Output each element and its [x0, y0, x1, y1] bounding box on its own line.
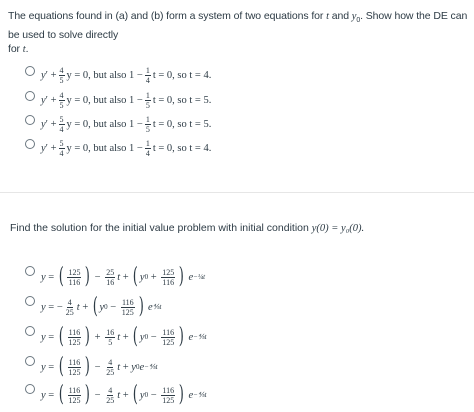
fraction	[145, 91, 151, 110]
fraction	[59, 91, 65, 110]
fraction	[59, 66, 65, 85]
q1-option-2[interactable]	[25, 87, 211, 113]
q2-option-5[interactable]	[25, 380, 207, 410]
numerator: 5	[59, 114, 64, 124]
option-equation: y = ( $\frac{116}{125}$ ) + $\frac{16}{5}$ t + ( y 0 − $\frac{116}{125}$ ) e −⅘t	[41, 324, 207, 349]
denominator: 5	[59, 75, 64, 85]
equation-text: t = 0, so t = 4.	[152, 142, 212, 154]
var-y: y	[351, 11, 357, 22]
subscript: 0	[356, 17, 361, 25]
denominator: 4	[59, 148, 64, 158]
var-t: t	[326, 11, 329, 22]
option-equation: y = ( $\frac{125}{116}$ ) − $\frac{25}{16}$ t + ( y 0 + $\frac{125}{116}$ ) e −¼t	[41, 264, 206, 289]
radio-button[interactable]	[25, 139, 35, 149]
numerator: 1	[145, 65, 150, 75]
numerator: 1	[145, 90, 150, 100]
fraction	[59, 139, 65, 158]
initial-condition: y(0) = y₀(0).	[311, 223, 365, 234]
denominator: 4	[145, 75, 150, 85]
numerator: 1	[145, 138, 150, 148]
radio-button[interactable]	[25, 326, 35, 336]
numerator: 4	[59, 65, 64, 75]
q2-option-3[interactable]	[25, 322, 207, 352]
var-t: t	[22, 44, 26, 56]
equation-text: t = 0, so t = 4.	[152, 69, 212, 81]
radio-button[interactable]	[25, 115, 35, 125]
q1-option-4[interactable]	[25, 135, 211, 161]
prompt-text: The equations found in (a) and (b) form a system of two equations for	[8, 10, 327, 22]
equation-text: t = 0, so t = 5.	[152, 94, 212, 106]
radio-button[interactable]	[25, 66, 35, 76]
option-equation: y = − $\frac{4}{25}$ t + ( y 0 − $\frac{116}{125}$ ) e ⅘t	[41, 294, 162, 319]
denominator: 5	[59, 100, 64, 110]
q2-option-1[interactable]	[25, 262, 205, 292]
fraction	[145, 66, 151, 85]
numerator: 4	[59, 90, 64, 100]
q1-option-3[interactable]	[25, 111, 211, 137]
q2-option-4[interactable]	[25, 352, 158, 382]
prompt-text: for	[8, 43, 23, 56]
option-equation: y ′ + $\frac{4}{5}$ y = 0, but also 1 − $\frac{1}{5}$ t = 0, so t = 5.	[41, 90, 212, 110]
denominator: 4	[145, 148, 150, 158]
question-2-prompt	[10, 222, 364, 234]
equation-text: y = 0, but also 1 −	[66, 94, 143, 106]
radio-button[interactable]	[25, 296, 35, 306]
q2-option-2[interactable]	[25, 292, 161, 322]
radio-button[interactable]	[25, 266, 35, 276]
section-divider	[0, 192, 474, 193]
option-equation: y = ( $\frac{116}{125}$ ) − $\frac{4}{25}$ t + ( y 0 − $\frac{116}{125}$ ) e −⅘t	[41, 382, 207, 407]
fraction	[145, 115, 151, 134]
prompt-text: .	[25, 43, 29, 56]
fraction	[145, 139, 151, 158]
radio-button[interactable]	[25, 356, 35, 366]
q1-option-1[interactable]	[25, 62, 211, 88]
option-equation: y ′ + $\frac{5}{4}$ y = 0, but also 1 − $\frac{1}{5}$ t = 0, so t = 5.	[41, 114, 212, 134]
option-equation: y = ( $\frac{116}{125}$ ) − $\frac{4}{25}$ t + y 0 e −⅘t	[41, 354, 158, 379]
question-1-prompt	[8, 9, 470, 57]
equation-text: y = 0, but also 1 −	[66, 118, 143, 130]
radio-button[interactable]	[25, 384, 35, 394]
radio-button[interactable]	[25, 91, 35, 101]
denominator: 5	[145, 100, 150, 110]
numerator: 1	[145, 114, 150, 124]
denominator: 5	[145, 124, 150, 134]
prompt-text: and	[328, 10, 352, 22]
option-equation: y ′ + $\frac{4}{5}$ y = 0, but also 1 − $\frac{1}{4}$ t = 0, so t = 4.	[41, 65, 212, 85]
option-equation: y ′ + $\frac{5}{4}$ y = 0, but also 1 − $\frac{1}{4}$ t = 0, so t = 4.	[41, 138, 212, 158]
equation-text: y = 0, but also 1 −	[66, 142, 143, 154]
equation-text: y = 0, but also 1 −	[66, 69, 143, 81]
numerator: 5	[59, 138, 64, 148]
fraction	[59, 115, 65, 134]
denominator: 4	[59, 124, 64, 134]
prompt-text: Find the solution for the initial value problem with initial condition	[10, 222, 312, 234]
prompt-text: . Show how the DE can be used to solve directly	[8, 10, 468, 42]
equation-text: t = 0, so t = 5.	[152, 118, 212, 130]
